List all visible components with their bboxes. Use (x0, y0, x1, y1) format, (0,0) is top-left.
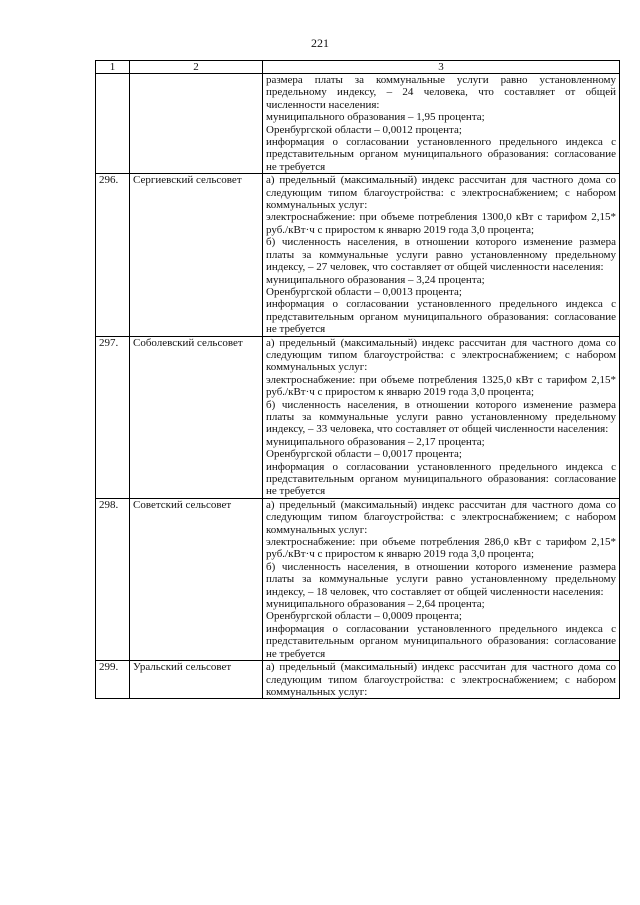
description-paragraph: б) численность населения, в отношении которого изменение размера платы за коммунальные услуги равно установленному предельному индексу, – 27 человек, что составляет от общей численности населения: (266, 236, 616, 274)
table-row (96, 174, 620, 336)
row-name: Советский сельсовет (130, 498, 263, 660)
description-paragraph: муниципального образования – 1,95 процента; (266, 111, 485, 124)
description-paragraph: а) предельный (максимальный) индекс рассчитан для частного дома со следующим типом благоустройства: с электроснабжением; с набором коммунальных услуг: (266, 174, 616, 212)
description-paragraph: информация о согласовании установленного предельного индекса с представительным органом муниципального образования: согласование не требуется (266, 460, 616, 498)
description-paragraph: Оренбургской области – 0,0017 процента; (266, 448, 462, 461)
column-header-description: 3 (263, 61, 620, 74)
description-paragraph: информация о согласовании установленного предельного индекса с представительным органом муниципального образования: согласование не требуется (266, 298, 616, 336)
tariff-table (95, 60, 620, 699)
description-paragraph: электроснабжение: при объеме потребления 1300,0 кВт с тарифом 2,15* руб./кВт·ч с приростом к январю 2019 года 3,0 процента; (266, 211, 616, 236)
row-number: 297. (96, 336, 130, 498)
row-description (263, 336, 620, 498)
table-row (96, 498, 620, 660)
row-name: Соболевский сельсовет (130, 336, 263, 498)
row-description (263, 498, 620, 660)
row-description (263, 661, 620, 699)
table-header-row (96, 61, 620, 74)
description-paragraph: информация о согласовании установленного предельного индекса с представительным органом муниципального образования: согласование не требуется (266, 622, 616, 660)
description-paragraph: электроснабжение: при объеме потребления 1325,0 кВт с тарифом 2,15* руб./кВт·ч с приростом к январю 2019 года 3,0 процента; (266, 373, 616, 399)
column-header-name: 2 (130, 61, 263, 74)
description-paragraph: информация о согласовании установленного предельного индекса с представительным органом муниципального образования: согласование не требуется (266, 136, 616, 173)
description-paragraph: Оренбургской области – 0,0013 процента; (266, 285, 462, 298)
description-paragraph: муниципального образования – 2,17 процента; (266, 435, 485, 448)
description-paragraph: а) предельный (максимальный) индекс рассчитан для частного дома со следующим типом благоустройства: с электроснабжением; с набором коммунальных услуг: (266, 498, 616, 536)
continuation-row (96, 74, 620, 174)
row-name: Сергиевский сельсовет (130, 174, 263, 336)
row-number: 298. (96, 498, 130, 660)
description-paragraph: размера платы за коммунальные услуги равно установленному предельному индексу, – 24 человека, что составляет от общей численности населения: (266, 74, 616, 111)
row-name (130, 74, 263, 174)
row-description (263, 174, 620, 336)
row-number: 296. (96, 174, 130, 336)
row-number (96, 74, 130, 174)
table-row (96, 336, 620, 498)
description-paragraph: б) численность населения, в отношении которого изменение размера платы за коммунальные услуги равно установленному предельному индексу, – 33 человека, что составляет от общей численности населения: (266, 398, 616, 436)
description-paragraph: Оренбургской области – 0,0009 процента; (266, 610, 462, 623)
table-row (96, 661, 620, 699)
page-number: 221 (311, 36, 329, 50)
row-number: 299. (96, 661, 130, 699)
description-paragraph: б) численность населения, в отношении которого изменение размера платы за коммунальные услуги равно установленному предельному индексу, – 18 человек, что составляет от общей численности населения: (266, 560, 616, 598)
description-paragraph: а) предельный (максимальный) индекс рассчитан для частного дома со следующим типом благоустройства: с электроснабжением; с набором коммунальных услуг: (266, 336, 616, 374)
description-paragraph: электроснабжение: при объеме потребления 286,0 кВт с тарифом 2,15* руб./кВт·ч с приростом к январю 2019 года 3,0 процента; (266, 536, 616, 561)
description-paragraph: а) предельный (максимальный) индекс рассчитан для частного дома со следующим типом благоустройства: с электроснабжением; с набором коммунальных услуг: (266, 661, 616, 698)
column-header-number: 1 (96, 61, 130, 74)
row-description (263, 74, 620, 174)
description-paragraph: Оренбургской области – 0,0012 процента; (266, 123, 462, 136)
row-name: Уральский сельсовет (130, 661, 263, 699)
description-paragraph: муниципального образования – 2,64 процента; (266, 598, 485, 611)
description-paragraph: муниципального образования – 3,24 процента; (266, 273, 485, 286)
